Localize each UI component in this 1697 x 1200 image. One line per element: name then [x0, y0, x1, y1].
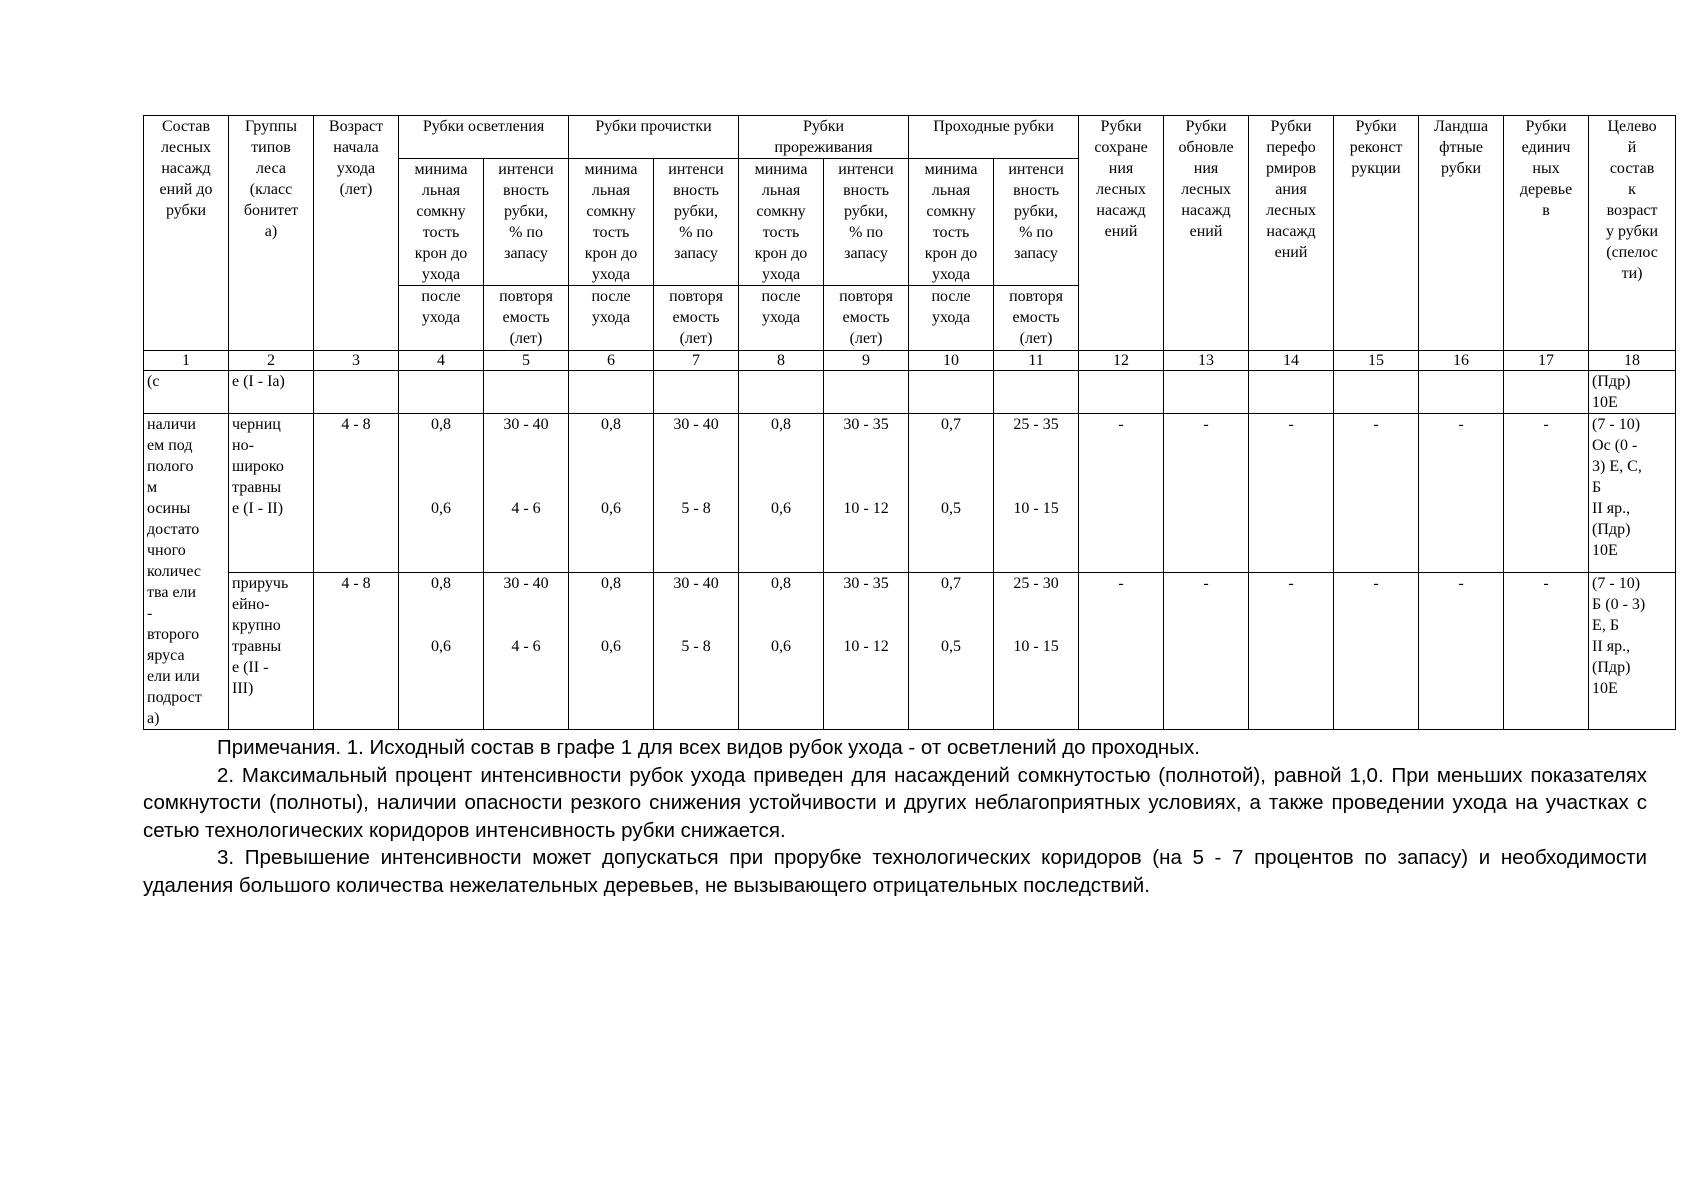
row-value: 30 - 40 5 - 8 — [654, 572, 739, 729]
empty-cell — [399, 371, 484, 414]
column-number: 7 — [654, 351, 739, 371]
forest-care-table-container — [143, 115, 1675, 730]
column-number: 3 — [314, 351, 399, 371]
row-target-composition: (7 - 10) Ос (0 - 3) Е, С, Б II яр., (Пдр) 10Е — [1589, 414, 1676, 573]
row-value: 0,8 0,6 — [739, 414, 824, 573]
empty-cell — [654, 371, 739, 414]
empty-cell — [994, 371, 1079, 414]
column-number: 2 — [229, 351, 314, 371]
subheader-repeat: повторя емость (лет) — [824, 286, 909, 351]
table-row — [144, 371, 1676, 414]
subheader-min-density: минима льная сомкну тость крон до ухода — [739, 159, 824, 286]
column-number: 14 — [1249, 351, 1334, 371]
row-dash: - — [1419, 572, 1504, 729]
row-dash: - — [1249, 572, 1334, 729]
note-2: 2. Максимальный процент интенсивности рубок ухода приведен для насаждений сомкнутостью (полнотой), равной 1,0. При меньших показателях сомкнутости (полноты), наличии опасности резкого снижения устойчивости и других неблагоприятных условиях, а также проведении ухода на участках с сетью технологических коридоров интенсивность рубки снижается. — [143, 763, 1647, 842]
forest-care-table — [143, 115, 1676, 730]
subheader-after-care: после ухода — [739, 286, 824, 351]
row-value: 0,8 0,6 — [739, 572, 824, 729]
empty-cell — [314, 371, 399, 414]
header-reconstruction: Рубки реконст рукции — [1334, 116, 1419, 351]
row-value: 25 - 30 10 - 15 — [994, 572, 1079, 729]
note-3: 3. Превышение интенсивности может допускаться при прорубке технологических коридоров (на 5 - 7 процентов по запасу) и необходимости удаления большого количества нежелательных деревьев, не вызывающего отрицательных последствий. — [143, 846, 1647, 897]
empty-cell — [1249, 371, 1334, 414]
empty-cell — [1334, 371, 1419, 414]
row-value: 0,8 0,6 — [399, 414, 484, 573]
row-value: 0,8 0,6 — [569, 414, 654, 573]
subheader-intensity: интенси вность рубки, % по запасу — [994, 159, 1079, 286]
subheader-repeat: повторя емость (лет) — [654, 286, 739, 351]
empty-cell — [1419, 371, 1504, 414]
subheader-intensity: интенси вность рубки, % по запасу — [824, 159, 909, 286]
row-forest-type: приручь ейно- крупно травны е (II - III) — [229, 572, 314, 729]
row-value: 30 - 40 4 - 6 — [484, 414, 569, 573]
header-renewal: Рубки обновле ния лесных насажд ений — [1164, 116, 1249, 351]
row-value: 30 - 35 10 - 12 — [824, 572, 909, 729]
empty-cell — [824, 371, 909, 414]
row-target-composition: (Пдр) 10Е — [1589, 371, 1676, 414]
row-value: 25 - 35 10 - 15 — [994, 414, 1079, 573]
column-number: 1 — [144, 351, 229, 371]
subheader-after-care: после ухода — [569, 286, 654, 351]
row-dash: - — [1249, 414, 1334, 573]
empty-cell — [1504, 371, 1589, 414]
row-value: 0,7 0,5 — [909, 414, 994, 573]
row-value: 30 - 40 4 - 6 — [484, 572, 569, 729]
row-dash: - — [1079, 572, 1164, 729]
table-row — [144, 572, 1676, 729]
row-value: 0,7 0,5 — [909, 572, 994, 729]
header-target-composition: Целево й состав к возраст у рубки (спелос ти) — [1589, 116, 1676, 351]
header-single-trees: Рубки единич ных деревье в — [1504, 116, 1589, 351]
row-composition-start: (с — [144, 371, 229, 414]
header-forest-type-groups: Группы типов леса (класс бонитет а) — [229, 116, 314, 351]
empty-cell — [569, 371, 654, 414]
row-dash: - — [1079, 414, 1164, 573]
row-value: 30 - 40 5 - 8 — [654, 414, 739, 573]
column-number: 17 — [1504, 351, 1589, 371]
column-number: 12 — [1079, 351, 1164, 371]
subheader-min-density: минима льная сомкну тость крон до ухода — [569, 159, 654, 286]
header-group-passage: Проходные рубки — [909, 116, 1079, 159]
column-number: 13 — [1164, 351, 1249, 371]
empty-cell — [1079, 371, 1164, 414]
subheader-after-care: после ухода — [399, 286, 484, 351]
subheader-min-density: минима льная сомкну тость крон до ухода — [399, 159, 484, 286]
column-number: 9 — [824, 351, 909, 371]
column-number: 8 — [739, 351, 824, 371]
header-landscape: Ландша фтные рубки — [1419, 116, 1504, 351]
column-number: 16 — [1419, 351, 1504, 371]
row-dash: - — [1504, 572, 1589, 729]
row-dash: - — [1164, 414, 1249, 573]
subheader-repeat: повторя емость (лет) — [994, 286, 1079, 351]
column-number: 18 — [1589, 351, 1676, 371]
column-number: 4 — [399, 351, 484, 371]
column-number: 15 — [1334, 351, 1419, 371]
column-number: 10 — [909, 351, 994, 371]
header-group-thinning: Рубки прореживания — [739, 116, 909, 159]
notes-section — [143, 734, 1647, 899]
empty-cell — [909, 371, 994, 414]
table-row — [144, 414, 1676, 573]
subheader-intensity: интенси вность рубки, % по запасу — [484, 159, 569, 286]
row-dash: - — [1164, 572, 1249, 729]
subheader-repeat: повторя емость (лет) — [484, 286, 569, 351]
header-start-age: Возраст начала ухода (лет) — [314, 116, 399, 351]
row-target-composition: (7 - 10) Б (0 - 3) Е, Б II яр., (Пдр) 10Е — [1589, 572, 1676, 729]
row-dash: - — [1419, 414, 1504, 573]
row-dash: - — [1334, 572, 1419, 729]
row-forest-type: е (I - Iа) — [229, 371, 314, 414]
subheader-after-care: после ухода — [909, 286, 994, 351]
subheader-intensity: интенси вность рубки, % по запасу — [654, 159, 739, 286]
header-reformation: Рубки перефо рмиров ания лесных насажд ений — [1249, 116, 1334, 351]
column-number: 6 — [569, 351, 654, 371]
row-start-age: 4 - 8 — [314, 414, 399, 573]
header-composition: Состав лесных насажд ений до рубки — [144, 116, 229, 351]
row-value: 0,8 0,6 — [399, 572, 484, 729]
row-start-age: 4 - 8 — [314, 572, 399, 729]
note-1: Примечания. 1. Исходный состав в графе 1 для всех видов рубок ухода - от осветлений до проходных. — [217, 736, 1200, 759]
column-numbers-row — [144, 351, 1676, 371]
row-value: 0,8 0,6 — [569, 572, 654, 729]
row-value: 30 - 35 10 - 12 — [824, 414, 909, 573]
row-forest-type: черниц но- широко травны е (I - II) — [229, 414, 314, 573]
row-dash: - — [1504, 414, 1589, 573]
subheader-min-density: минима льная сомкну тость крон до ухода — [909, 159, 994, 286]
header-group-clearing: Рубки осветления — [399, 116, 569, 159]
header-group-cleaning: Рубки прочистки — [569, 116, 739, 159]
empty-cell — [739, 371, 824, 414]
column-number: 11 — [994, 351, 1079, 371]
empty-cell — [1164, 371, 1249, 414]
header-preservation: Рубки сохране ния лесных насажд ений — [1079, 116, 1164, 351]
empty-cell — [484, 371, 569, 414]
row-composition-continued: наличи ем под полого м осины достато чного количес тва ели - второго яруса ели или подрост а) — [144, 414, 229, 730]
column-number: 5 — [484, 351, 569, 371]
row-dash: - — [1334, 414, 1419, 573]
